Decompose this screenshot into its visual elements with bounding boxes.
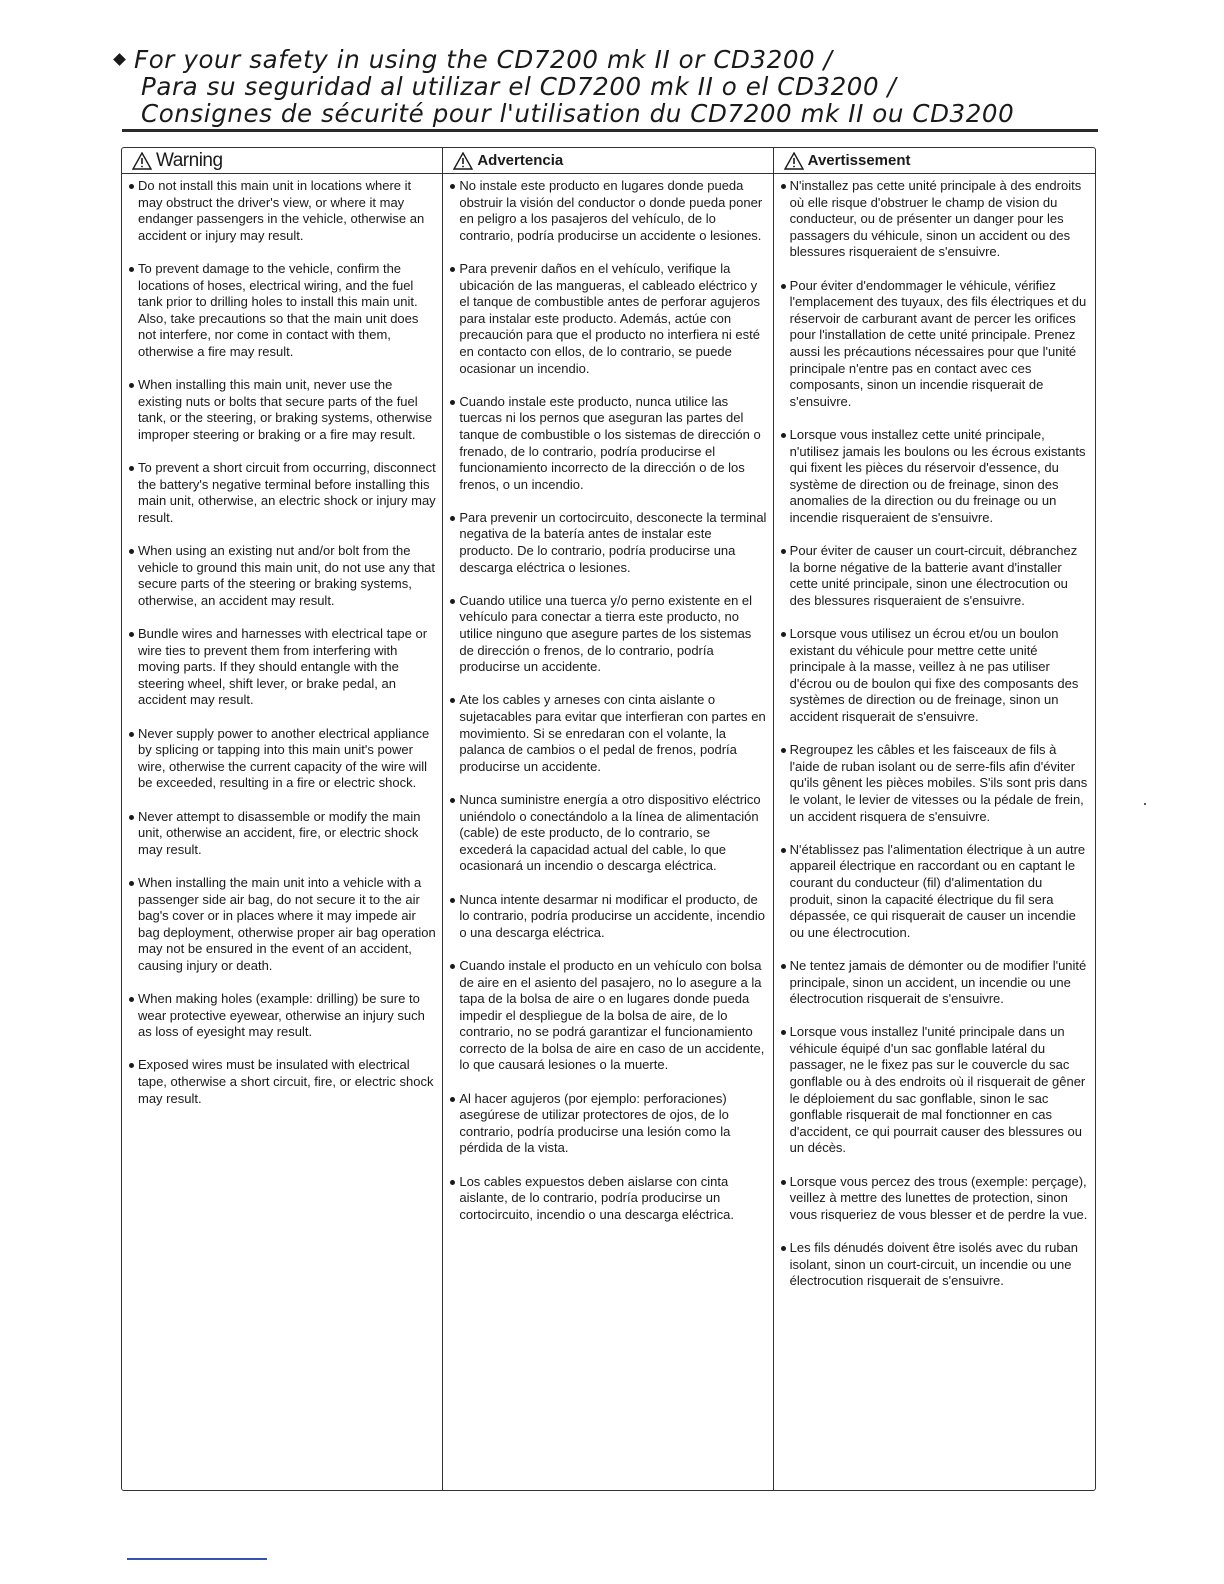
warning-list xyxy=(122,174,442,1107)
warning-item: Cuando utilice una tuerca y/o perno existente en el vehículo para conectar a tierra este producto, no utilice ninguno que asegure partes de los sistemas de dirección o frenos, de lo contrario, podría producirse un accidente. xyxy=(450,593,766,676)
warning-list xyxy=(443,174,772,1223)
warning-triangle-icon xyxy=(784,152,804,170)
warning-item: Los cables expuestos deben aislarse con cinta aislante, de lo contrario, podría producirse un cortocircuito, incendio o una descarga eléctrica. xyxy=(450,1174,766,1224)
title-divider xyxy=(122,129,1098,132)
title-english-line xyxy=(115,46,1095,73)
column-french xyxy=(773,148,1095,1490)
warning-item: Les fils dénudés doivent être isolés avec du ruban isolant, sinon un court-circuit, un incendie ou une électrocution risquerait de s'ensuivre. xyxy=(781,1240,1089,1290)
title-english: For your safety in using the CD7200 mk II or CD3200 / xyxy=(134,45,833,74)
warning-item: Para prevenir un cortocircuito, desconecte la terminal negativa de la batería antes de instalar este producto. De lo contrario, podría producirse una descarga eléctrica o lesiones. xyxy=(450,510,766,576)
warning-item: Al hacer agujeros (por ejemplo: perforaciones) asegúrese de utilizar protectores de ojos, de lo contrario, podría producirse una lesión como la pérdida de la vista. xyxy=(450,1091,766,1157)
warning-item: When making holes (example: drilling) be sure to wear protective eyewear, otherwise an injury such as loss of eyesight may result. xyxy=(129,991,436,1041)
scan-dot xyxy=(1144,803,1146,805)
warning-item: Never attempt to disassemble or modify the main unit, otherwise an accident, fire, or electric shock may result. xyxy=(129,809,436,859)
diamond-bullet-icon xyxy=(113,53,126,66)
column-spanish xyxy=(442,148,772,1490)
warning-item: Pour éviter d'endommager le véhicule, vérifiez l'emplacement des tuyaux, des fils électriques et du réservoir de carburant avant de percer les orifices pour l'installation de cette unité principale. Prenez aussi les précautions nécessaires pour que l'unité principale n'entre pas en contact avec ces composants, sinon un incendie risquerait de s'ensuivre. xyxy=(781,278,1089,411)
warning-item: When installing this main unit, never use the existing nuts or bolts that secure parts of the fuel tank, or the steering, or braking systems, otherwise improper steering or braking or a fire may result. xyxy=(129,377,436,443)
title-french: Consignes de sécurité pour l'utilisation du CD7200 mk II ou CD3200 xyxy=(141,99,1015,128)
page-header xyxy=(115,46,1095,127)
column-heading-label: Advertencia xyxy=(477,152,564,169)
warning-item: Lorsque vous utilisez un écrou et/ou un boulon existant du véhicule pour mettre cette unité principale à la masse, veillez à ne pas utiliser d'écrou ou de boulon qui fixe des composants des systèmes de direction ou de freinage, sinon un accident risquerait de s'ensuivre. xyxy=(781,626,1089,726)
warning-item: Never supply power to another electrical appliance by splicing or tapping into this main unit's power wire, otherwise the current capacity of the wire will be exceeded, resulting in a fire or electric shock. xyxy=(129,726,436,792)
warning-item: To prevent a short circuit from occurring, disconnect the battery's negative terminal before installing this main unit, otherwise, an electric shock or injury may result. xyxy=(129,460,436,526)
warning-item: Cuando instale el producto en un vehículo con bolsa de aire en el asiento del pasajero, no lo asegure a la tapa de la bolsa de aire o en lugares donde pueda impedir el despliegue de la bolsa de aire, de lo contrario, no se podrá garantizar el funcionamiento correcto de la bolsa de aire en caso de un accidente, lo que causará lesiones o la muerte. xyxy=(450,958,766,1074)
safety-table xyxy=(121,147,1096,1491)
warning-item: Lorsque vous percez des trous (exemple: perçage), veillez à mettre des lunettes de protection, sinon vous risqueriez de vous blesser et de perdre la vue. xyxy=(781,1174,1089,1224)
warning-item: When using an existing nut and/or bolt from the vehicle to ground this main unit, do not use any that secure parts of the steering or braking systems, otherwise, an accident may result. xyxy=(129,543,436,609)
column-heading-label: Warning xyxy=(156,149,223,171)
warning-item: When installing the main unit into a vehicle with a passenger side air bag, do not secure it to the air bag's cover or in places where it may impede air bag deployment, otherwise proper air bag operation may not be ensured in the event of an accident, causing injury or death. xyxy=(129,875,436,975)
title-spanish: Para su seguridad al utilizar el CD7200 mk II o el CD3200 / xyxy=(141,72,897,101)
warning-item: Cuando instale este producto, nunca utilice las tuercas ni los pernos que aseguran las partes del tanque de combustible o los sistemas de dirección o frenado, de lo contrario, podría producirse el funcionamiento incorrecto de la dirección o de los frenos, o un incendio. xyxy=(450,394,766,494)
warning-item: N'établissez pas l'alimentation électrique à un autre appareil électrique en raccordant ou en captant le courant du conducteur (fil) d'alimentation du produit, sinon la capacité électrique du fil sera dépassée, ce qui risquerait de causer un incendie ou une électrocution. xyxy=(781,842,1089,942)
warning-item: Do not install this main unit in locations where it may obstruct the driver's view, or where it may endanger passengers in the vehicle, otherwise an accident or injury may result. xyxy=(129,178,436,244)
warning-item: Ne tentez jamais de démonter ou de modifier l'unité principale, sinon un accident, un incendie ou une électrocution risquerait de s'ensuivre. xyxy=(781,958,1089,1008)
warning-item: Para prevenir daños en el vehículo, verifique la ubicación de las mangueras, el cableado eléctrico y el tanque de combustible antes de perforar agujeros para instalar este producto. Además, actúe con precaución para que el producto no interfiera ni esté en contacto con ellos, de lo contrario, se puede ocasionar un incendio. xyxy=(450,261,766,377)
warning-triangle-icon xyxy=(453,152,473,170)
column-heading xyxy=(122,148,442,174)
column-english xyxy=(122,148,442,1490)
column-heading-label: Avertissement xyxy=(807,152,911,169)
warning-item: N'installez pas cette unité principale à des endroits où elle risque d'obstruer le champ de vision du conducteur, ou de présenter un danger pour les passagers du véhicule, sinon un accident ou des blessures risqueraient de s'ensuivre. xyxy=(781,178,1089,261)
column-heading xyxy=(774,148,1095,174)
warning-item: Nunca suministre energía a otro dispositivo eléctrico uniéndolo o conectándolo a la línea de alimentación (cable) de este producto, de lo contrario, se excederá la capacidad actual del cable, lo que ocasionará un incendio o descarga eléctrica. xyxy=(450,792,766,875)
footer-rule xyxy=(127,1558,267,1560)
warning-item: Exposed wires must be insulated with electrical tape, otherwise a short circuit, fire, or electric shock may result. xyxy=(129,1057,436,1107)
warning-triangle-icon xyxy=(132,152,152,170)
warning-item: Nunca intente desarmar ni modificar el producto, de lo contrario, podría producirse un accidente, incendio o una descarga eléctrica. xyxy=(450,892,766,942)
column-heading xyxy=(443,148,772,174)
warning-item: Lorsque vous installez l'unité principale dans un véhicule équipé d'un sac gonflable latéral du passager, ne le fixez pas sur le couvercle du sac gonflable ou à des endroits où il risquerait de gêner le déploiement du sac gonflable, sinon le sac gonflable risquerait de mal fonctionner en cas d'accident, ce qui pourrait causer des blessures ou un décès. xyxy=(781,1024,1089,1157)
warning-item: Lorsque vous installez cette unité principale, n'utilisez jamais les boulons ou les écrous existants qui fixent les pièces du réservoir d'essence, du système de direction ou de freinage, sinon des anomalies de la direction ou du freinage ou un incendie risqueraient de s'ensuivre. xyxy=(781,427,1089,527)
warning-item: Ate los cables y arneses con cinta aislante o sujetacables para evitar que interfieran con partes en movimiento. Si se enredaran con el volante, la palanca de cambios o el pedal de frenos, podría producirse un accidente. xyxy=(450,692,766,775)
warning-item: Pour éviter de causer un court-circuit, débranchez la borne négative de la batterie avant d'installer cette unité principale, sinon une électrocution ou des blessures risqueraient de s'ensuivre. xyxy=(781,543,1089,609)
warning-item: No instale este producto en lugares donde pueda obstruir la visión del conductor o donde pueda poner en peligro a los pasajeros del vehículo, de lo contrario, podría producirse un accidente o lesiones. xyxy=(450,178,766,244)
warning-item: Bundle wires and harnesses with electrical tape or wire ties to prevent them from interfering with moving parts. If they should entangle with the steering wheel, shift lever, or brake pedal, an accident may result. xyxy=(129,626,436,709)
warning-list xyxy=(774,174,1095,1290)
warning-item: Regroupez les câbles et les faisceaux de fils à l'aide de ruban isolant ou de serre-fils afin d'éviter qu'ils gênent les pièces mobiles. S'ils sont pris dans le volant, le levier de vitesses ou la pédale de frein, un accident risquera de s'ensuivre. xyxy=(781,742,1089,825)
warning-item: To prevent damage to the vehicle, confirm the locations of hoses, electrical wiring, and the fuel tank prior to drilling holes to install this main unit. Also, take precautions so that the main unit does not interfere, nor come in contact with them, otherwise a fire may result. xyxy=(129,261,436,361)
